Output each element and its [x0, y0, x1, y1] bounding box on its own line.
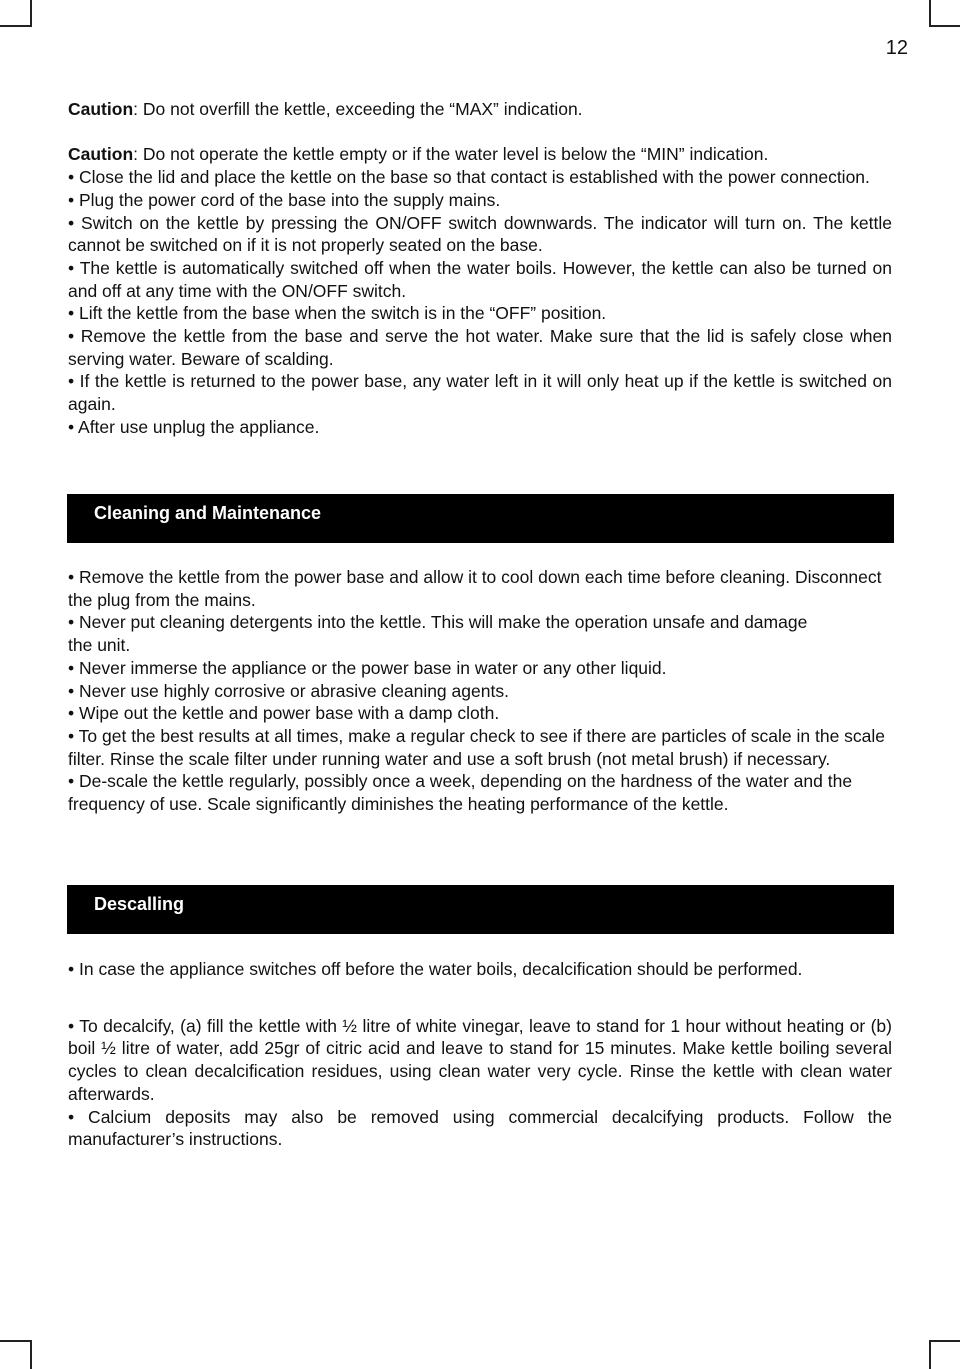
caution-overfill [68, 98, 892, 121]
list-item: • To get the best results at all times, make a regular check to see if there are particles of scale in the scale filter. Rinse the scale filter under running water and use a soft brush (not metal brush) if necessary. [68, 725, 886, 769]
cleaning-section-header [67, 494, 894, 543]
section-title: Descalling [94, 894, 185, 914]
crop-mark-bottom-right-v [929, 1340, 931, 1369]
list-item: • Never use highly corrosive or abrasive cleaning agents. [68, 680, 509, 701]
list-item: • Calcium deposits may also be removed using commercial decalcifying products. Follow the manufacturer’s instructions. [68, 1106, 892, 1150]
cleaning-instructions [68, 566, 892, 816]
caution-empty [68, 143, 892, 166]
caution-text: : Do not overfill the kettle, exceeding the “MAX” indication. [133, 99, 583, 119]
list-item: • Lift the kettle from the base when the switch is in the “OFF” position. [68, 303, 607, 324]
crop-mark-top-left-v [30, 0, 32, 26]
list-item: • Plug the power cord of the base into the supply mains. [68, 189, 501, 210]
descalling-instructions [68, 958, 892, 1151]
list-item: • The kettle is automatically switched off when the water boils. However, the kettle can also be turned on and off at any time with the ON/OFF switch. [68, 257, 892, 301]
list-item: • Never immerse the appliance or the power base in water or any other liquid. [68, 657, 667, 678]
crop-mark-bottom-left-h [0, 1340, 32, 1342]
list-item: • Close the lid and place the kettle on the base so that contact is established with the power connection. [68, 167, 870, 188]
crop-mark-top-right-h [929, 25, 960, 27]
list-item: • After use unplug the appliance. [68, 416, 320, 437]
crop-mark-top-right-v [929, 0, 931, 26]
caution-text: : Do not operate the kettle empty or if the water level is below the “MIN” indication. [133, 144, 769, 165]
usage-instructions [68, 98, 892, 439]
caution-label: Caution [68, 99, 134, 119]
list-item: • Switch on the kettle by pressing the ON/OFF switch downwards. The indicator will turn on. The kettle cannot be switched on if it is not properly seated on the base. [68, 212, 892, 256]
list-item: • Wipe out the kettle and power base with a damp cloth. [68, 703, 500, 724]
list-item: • De-scale the kettle regularly, possibly once a week, depending on the hardness of the water and the frequency of use. Scale significantly diminishes the heating performance of the kettle. [68, 771, 853, 815]
list-item: • In case the appliance switches off before the water boils, decalcification should be performed. [68, 959, 803, 979]
list-item: • Remove the kettle from the base and serve the hot water. Make sure that the lid is safely close when serving water. Beware of scalding. [68, 326, 892, 369]
list-item: • If the kettle is returned to the power base, any water left in it will only heat up if the kettle is switched on again. [68, 371, 892, 415]
list-item: • Remove the kettle from the power base and allow it to cool down each time before cleaning. Disconnect the plug from the mains. [68, 567, 882, 610]
crop-mark-bottom-right-h [929, 1340, 960, 1342]
caution-label: Caution [68, 144, 134, 165]
list-item: • To decalcify, (a) fill the kettle with ½ litre of white vinegar, leave to stand for 1 hour without heating or (b) boil ½ litre of water, add 25gr of citric acid and leave to stand for 15 minutes. Make kettle boiling several cycles to clean decalcification residues, using clean water very cycle. Rinse the kettle with clean water afterwards. [68, 1015, 892, 1104]
page-number: 12 [885, 37, 908, 59]
section-title: Cleaning and Maintenance [94, 503, 322, 523]
descalling-section-header [67, 885, 894, 934]
crop-mark-bottom-left-v [30, 1340, 32, 1369]
crop-mark-top-left-h [0, 25, 32, 27]
list-item: • Never put cleaning detergents into the kettle. This will make the operation unsafe and damage the unit. [68, 612, 808, 656]
